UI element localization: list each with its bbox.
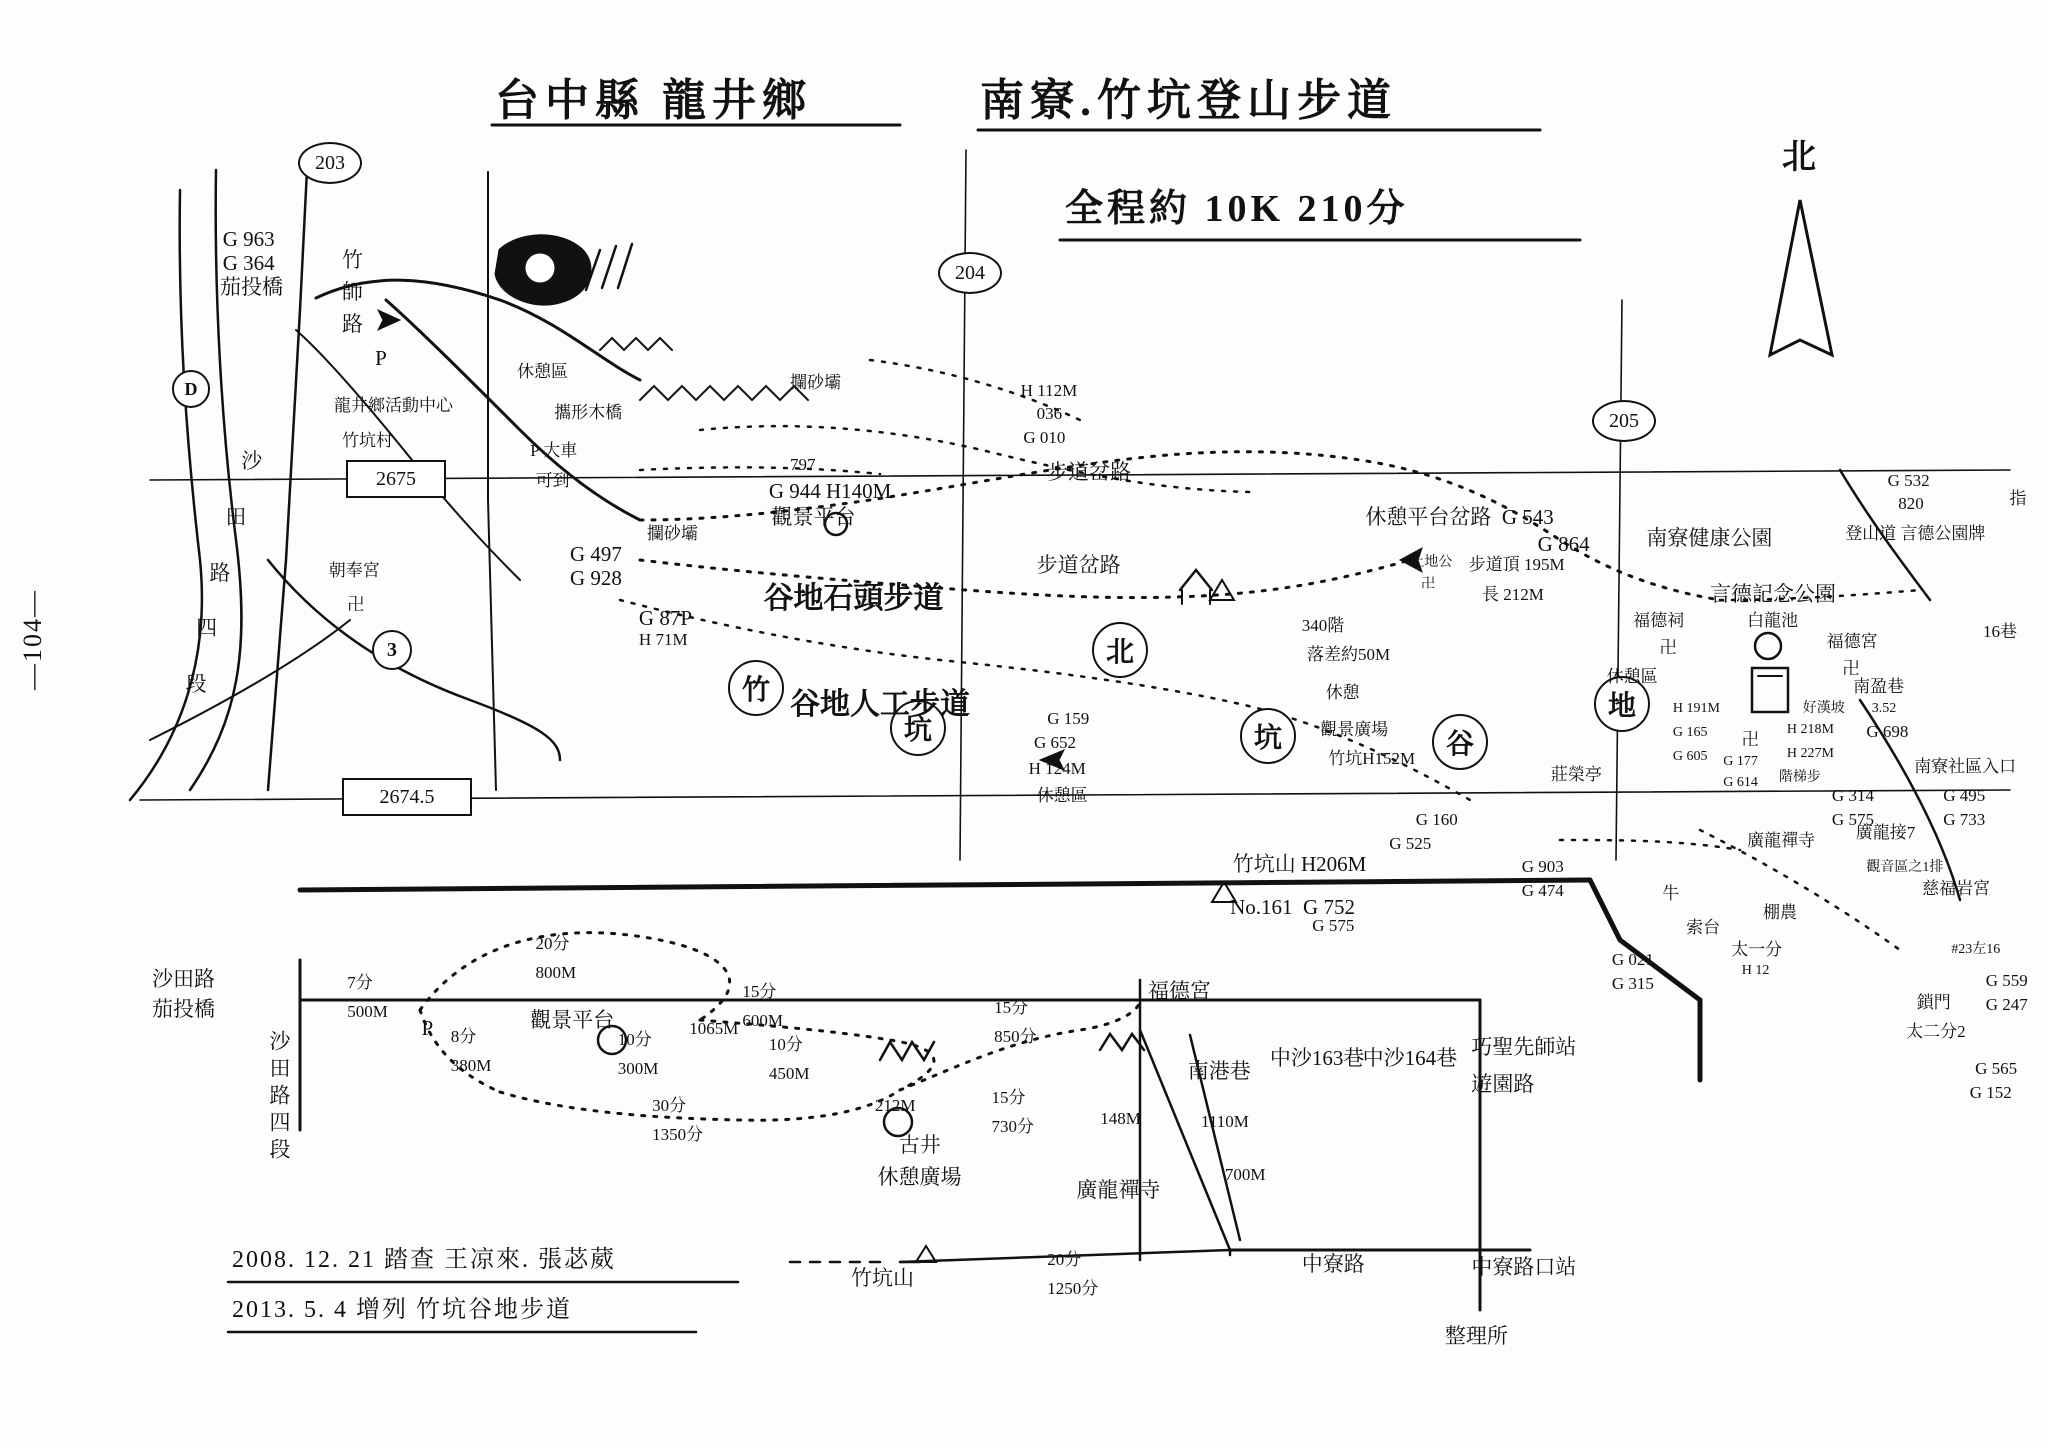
map-label: 竹坑村 xyxy=(341,430,393,450)
map-label: 福德宮 xyxy=(1826,632,1878,652)
profile-node-label: P xyxy=(421,1016,434,1041)
map-label: G 614 xyxy=(1723,775,1758,791)
route-circle-keng1: 坑 xyxy=(890,700,946,756)
map-label: 步道岔路 xyxy=(1036,552,1121,577)
profile-segment-time: 10分 xyxy=(768,1034,803,1054)
profile-segment-time: 15分 xyxy=(991,1087,1026,1107)
map-label: 南寮社區入口 xyxy=(1914,756,2017,776)
route-circle-gu: 谷 xyxy=(1432,714,1488,770)
profile-place-label: 廣龍禪寺 xyxy=(1076,1178,1161,1203)
page-number: —104— xyxy=(18,589,47,690)
map-label: 攔砂壩 xyxy=(790,372,842,392)
map-label: 太二分2 xyxy=(1906,1021,1966,1041)
map-label: G 944 H140M xyxy=(768,478,892,503)
map-label: G 364 xyxy=(222,250,275,275)
map-label: 南寮健康公園 xyxy=(1646,526,1773,551)
map-label: 谷地人工步道 xyxy=(790,687,971,721)
profile-place-label: 中沙164巷 xyxy=(1362,1045,1458,1070)
map-label: G 152 xyxy=(1969,1082,2012,1102)
map-label: G 963 xyxy=(222,226,275,251)
map-label: P xyxy=(375,346,387,371)
map-label: P 大車 xyxy=(530,441,578,461)
map-label: 卍 xyxy=(1659,637,1677,657)
map-label: 036 xyxy=(1036,404,1063,424)
route-circle-di: 地 xyxy=(1594,676,1650,732)
marker-circle-d: D xyxy=(172,370,210,408)
map-label: G 159 xyxy=(1047,709,1090,729)
map-label: 休憩區 xyxy=(1036,785,1088,805)
map-label: 卍 xyxy=(1421,576,1435,592)
map-label: G 87P xyxy=(638,605,693,630)
map-label: 太一分 xyxy=(1731,939,1783,959)
map-label: H 112M xyxy=(1020,380,1078,400)
map-label: H 124M xyxy=(1028,759,1086,779)
map-label: #23左16 xyxy=(1951,942,2001,958)
profile-segment-time: 20分 xyxy=(535,934,570,954)
profile-node-label: 休憩廣場 xyxy=(877,1164,962,1189)
profile-segment-distance: 300M xyxy=(617,1058,659,1078)
map-label: G 575 xyxy=(1312,915,1355,935)
map-label: 師 xyxy=(341,279,363,304)
profile-node-label: 古井 xyxy=(898,1133,941,1158)
profile-node-label: 福德宮 xyxy=(1147,979,1211,1004)
map-label: 莊榮亭 xyxy=(1550,764,1602,784)
map-label: 觀景廣場 xyxy=(1320,719,1389,739)
map-label: H 227M xyxy=(1786,746,1834,762)
map-label: 卍 xyxy=(347,595,365,615)
map-label: 攔砂壩 xyxy=(646,523,698,543)
map-label: 竹坑H152M xyxy=(1328,748,1416,768)
profile-segment-distance: 450M xyxy=(768,1064,810,1084)
profile-segment-time: 10分 xyxy=(617,1029,652,1049)
map-label: G 575 xyxy=(1831,809,1874,829)
profile-left-label-1: 沙田路 xyxy=(152,967,215,991)
map-label: 廣龍接7 xyxy=(1855,823,1916,843)
map-label: 步道頂 195M xyxy=(1468,555,1565,575)
map-label: G 565 xyxy=(1975,1058,2018,1078)
compass-label: 北 xyxy=(1782,139,1816,176)
profile-segment-time: 7分 xyxy=(347,972,373,992)
page-subtitle: 全程約 10K 210分 xyxy=(1065,188,1409,230)
map-label: 田 xyxy=(225,505,247,530)
map-label: 龍井鄉活動中心 xyxy=(334,396,454,416)
grid-label-2675: 2675 xyxy=(346,460,446,498)
profile-place-label: 中寮路口站 xyxy=(1471,1254,1577,1279)
map-label: 指 xyxy=(2009,489,2027,509)
grid-label-2674-5: 2674.5 xyxy=(342,778,472,816)
map-label: 休憩區 xyxy=(1606,666,1658,686)
map-label: 谷地石頭步道 xyxy=(763,581,944,615)
map-label: 觀景平台 xyxy=(771,505,856,530)
map-label: G 698 xyxy=(1866,722,1909,742)
map-label: 棚農 xyxy=(1763,902,1797,922)
map-label: G 177 xyxy=(1723,754,1758,770)
map-label: 休憩 xyxy=(1325,682,1360,702)
profile-segment-time: 8分 xyxy=(450,1027,477,1047)
map-label: 廣龍禪寺 xyxy=(1747,830,1816,850)
profile-segment-time: 1110M xyxy=(1200,1111,1249,1131)
map-label: G 605 xyxy=(1672,748,1708,764)
profile-segment-distance: 600M xyxy=(742,1011,783,1031)
profile-segment-distance: 800M xyxy=(535,963,577,983)
map-label: 段 xyxy=(185,671,207,696)
profile-segment-distance: 380M xyxy=(450,1056,492,1076)
profile-segment-time: 700M xyxy=(1224,1164,1266,1184)
map-label: 階梯步 xyxy=(1778,770,1821,786)
map-label: 言德記念公園 xyxy=(1709,581,1836,606)
profile-segment-distance: 1350分 xyxy=(652,1125,704,1145)
profile-segment-time: 1065M xyxy=(689,1019,739,1039)
profile-node-label: 觀景平台 xyxy=(530,1008,615,1033)
marker-circle-3: 3 xyxy=(372,630,412,670)
map-label: 卍 xyxy=(1842,658,1860,678)
map-label: 16巷 xyxy=(1983,621,2018,641)
map-label: G 247 xyxy=(1985,995,2028,1015)
map-label: H 191M xyxy=(1672,701,1720,717)
map-label: 四 xyxy=(196,616,218,641)
map-label: G 165 xyxy=(1672,724,1708,740)
map-label: 路 xyxy=(209,560,231,585)
map-label: 好漢坡 xyxy=(1802,701,1845,717)
map-label: 步道岔路 xyxy=(1047,460,1132,485)
map-label: G 160 xyxy=(1415,809,1458,829)
map-label: G 474 xyxy=(1521,881,1564,901)
profile-segment-distance: 1250分 xyxy=(1047,1278,1099,1298)
map-label: 觀音區之1排 xyxy=(1866,860,1944,876)
map-label: 可到 xyxy=(535,470,570,490)
map-label: 鎖門 xyxy=(1916,992,1951,1012)
profile-place-label: 中寮路 xyxy=(1301,1252,1365,1277)
map-label: 340階 xyxy=(1301,616,1345,636)
route-circle-bei: 北 xyxy=(1092,622,1148,678)
map-label: 南盈巷 xyxy=(1853,677,1905,697)
map-label: H 71M xyxy=(638,629,688,649)
profile-segment-time: 212M xyxy=(874,1095,916,1115)
profile-place-label: 巧聖先師站 xyxy=(1471,1034,1577,1059)
profile-segment-distance: 850分 xyxy=(994,1027,1037,1047)
map-label: G 495 xyxy=(1943,785,1986,805)
map-label: 竹 xyxy=(341,248,363,273)
map-label: 攜形木橋 xyxy=(554,403,623,423)
map-label: G 928 xyxy=(569,566,622,590)
map-label: G 021 xyxy=(1611,950,1654,970)
map-label: 茄投橋 xyxy=(220,274,284,299)
map-label: G 010 xyxy=(1023,428,1066,448)
map-label: 索台 xyxy=(1686,918,1721,938)
map-label: 休憩區 xyxy=(516,361,568,381)
profile-place-label: 竹坑山 xyxy=(851,1265,914,1290)
map-label: G 864 xyxy=(1537,531,1590,556)
profile-segment-time: 20分 xyxy=(1047,1249,1082,1269)
page-title-left: 台中縣 龍井鄉 xyxy=(495,76,812,125)
map-label: 沙 xyxy=(241,449,263,474)
map-label: G 525 xyxy=(1389,833,1432,853)
profile-segment-time: 15分 xyxy=(742,981,777,1001)
map-label: 3.52 xyxy=(1871,701,1897,717)
map-label: 落差約50M xyxy=(1307,645,1391,665)
route-circle-keng2: 坑 xyxy=(1240,708,1296,764)
map-label: 登山道 言德公園牌 xyxy=(1845,523,1986,543)
map-label: No.161 G 752 xyxy=(1230,894,1355,919)
road-marker-204: 204 xyxy=(938,252,1002,294)
profile-place-label: 中沙163巷 xyxy=(1269,1045,1365,1070)
map-label: H 218M xyxy=(1786,722,1834,738)
map-label: G 497 xyxy=(569,542,622,567)
map-label: G 532 xyxy=(1887,470,1930,490)
map-label: 牛 xyxy=(1662,883,1680,903)
profile-segment-distance: 500M xyxy=(347,1001,388,1021)
profile-left-vertical: 沙田路四段 xyxy=(267,1030,292,1165)
map-label: 白龍池 xyxy=(1747,611,1799,631)
survey-note-2: 2013. 5. 4 增列 竹坑谷地步道 xyxy=(232,1297,572,1323)
map-label: 路 xyxy=(341,311,363,336)
map-label: G 652 xyxy=(1033,732,1076,752)
map-label: G 315 xyxy=(1611,974,1654,994)
profile-segment-time: 15分 xyxy=(994,997,1029,1017)
map-label: 竹坑山 H206M xyxy=(1232,852,1367,877)
profile-segment-time: 30分 xyxy=(652,1095,687,1115)
page-title-right: 南寮.竹坑登山步道 xyxy=(980,76,1397,125)
map-label: G 314 xyxy=(1831,785,1874,805)
profile-left-label-2: 茄投橋 xyxy=(152,997,215,1021)
road-marker-205: 205 xyxy=(1592,400,1656,442)
map-label: 慈福岩宮 xyxy=(1922,878,1991,898)
map-label: 長 212M xyxy=(1481,584,1544,604)
map-label: G 559 xyxy=(1985,971,2028,991)
map-label: 休憩平台岔路 G 543 xyxy=(1365,505,1554,530)
profile-place-label: 南港巷 xyxy=(1187,1058,1251,1083)
route-circle-zhu: 竹 xyxy=(728,660,784,716)
map-label: 卍 xyxy=(1741,730,1759,750)
map-label: 朝奉宮 xyxy=(328,560,380,580)
map-label: 820 xyxy=(1898,494,1924,514)
profile-place-label: 遊園路 xyxy=(1471,1072,1535,1097)
map-label: G 733 xyxy=(1943,809,1986,829)
map-label: 土地公 xyxy=(1410,555,1453,571)
map-label: 福德祠 xyxy=(1633,611,1685,631)
map-label: G 903 xyxy=(1521,857,1564,877)
map-label: H 12 xyxy=(1741,963,1770,979)
road-marker-203: 203 xyxy=(298,142,362,184)
profile-place-label: 整理所 xyxy=(1444,1323,1508,1348)
survey-note-1: 2008. 12. 21 踏查 王凉來. 張苾葳 xyxy=(232,1247,616,1273)
profile-segment-time: 148M xyxy=(1100,1109,1141,1129)
profile-segment-distance: 730分 xyxy=(991,1117,1035,1137)
map-label: 797 xyxy=(790,454,816,474)
